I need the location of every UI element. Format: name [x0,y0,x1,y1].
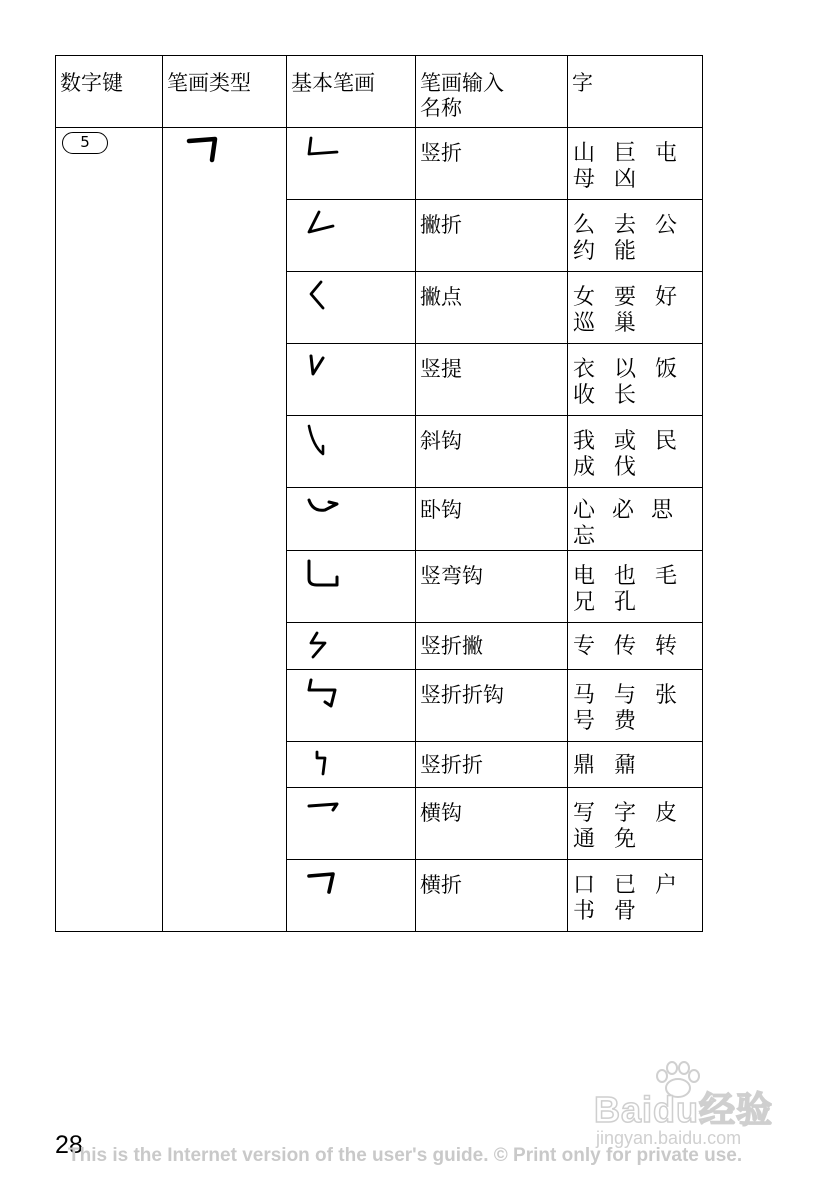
stroke-name: 竖提 [416,344,568,416]
shu-zhe-zhe-gou-stroke-icon [303,676,343,712]
example-characters: 心 必 思 忘 [568,488,703,551]
xie-gou-stroke-icon [303,422,343,462]
basic-stroke-cell [287,670,416,742]
basic-stroke-cell [287,128,416,200]
shu-zhe-zhe-stroke-icon [303,748,343,778]
basic-stroke-cell [287,623,416,670]
key-5-icon: 5 [62,132,108,154]
example-characters: 衣 以 饭 收 长 [568,344,703,416]
basic-stroke-cell [287,742,416,788]
example-characters: 么 去 公 约 能 [568,200,703,272]
header-characters: 字 [568,56,703,128]
basic-stroke-cell [287,272,416,344]
header-stroke-name [416,56,568,128]
basic-stroke-cell [287,788,416,860]
stroke-name: 卧钩 [416,488,568,551]
stroke-name: 撇点 [416,272,568,344]
basic-stroke-cell [287,551,416,623]
example-characters: 鼎 鼐 [568,742,703,788]
basic-stroke-cell [287,488,416,551]
table-row [56,128,703,200]
stroke-table [55,55,703,932]
heng-gou-stroke-icon [303,794,343,820]
example-characters: 我 或 民 成 伐 [568,416,703,488]
stroke-name: 竖折折钩 [416,670,568,742]
stroke-name: 斜钩 [416,416,568,488]
header-stroke-name-line1: 笔画输入 [420,71,504,95]
pie-zhe-stroke-icon [303,206,343,238]
header-basic-stroke: 基本笔画 [287,56,416,128]
example-characters: 马 与 张 号 费 [568,670,703,742]
stroke-name: 竖折 [416,128,568,200]
heng-zhe-type-icon [185,134,225,164]
stroke-name: 撇折 [416,200,568,272]
baidu-jingyan-watermark [590,1060,790,1155]
watermark-title: Baidu经验 [594,1089,774,1130]
example-characters: 女 要 好 巡 巢 [568,272,703,344]
wo-gou-stroke-icon [303,494,343,520]
example-characters: 专 传 转 [568,623,703,670]
stroke-type-cell [163,128,287,932]
footer-note: This is the Internet version of the user's guide. © Print only for private use. [68,1145,743,1166]
stroke-name: 横钩 [416,788,568,860]
basic-stroke-cell [287,860,416,932]
shu-wan-gou-stroke-icon [303,557,343,591]
basic-stroke-cell [287,344,416,416]
header-stroke-name-line2: 名称 [420,96,462,120]
pie-dian-stroke-icon [303,278,343,312]
heng-zhe-stroke-icon [303,866,343,896]
shu-zhe-stroke-icon [303,134,343,164]
basic-stroke-cell [287,200,416,272]
watermark-url: jingyan.baidu.com [596,1128,742,1148]
stroke-name: 竖弯钩 [416,551,568,623]
example-characters: 电 也 毛 兄 孔 [568,551,703,623]
page-number: 28 [55,1131,83,1159]
example-characters: 山 巨 屯 母 凶 [568,128,703,200]
stroke-name: 横折 [416,860,568,932]
header-key: 数字键 [56,56,163,128]
stroke-name: 竖折折 [416,742,568,788]
header-stroke-type: 笔画类型 [163,56,287,128]
shu-ti-stroke-icon [303,350,343,384]
example-characters: 写 字 皮 通 免 [568,788,703,860]
basic-stroke-cell [287,416,416,488]
header-row [56,56,703,128]
example-characters: 口 已 户 书 骨 [568,860,703,932]
shu-zhe-pie-stroke-icon [303,629,343,661]
key-cell [56,128,163,932]
stroke-name: 竖折撇 [416,623,568,670]
